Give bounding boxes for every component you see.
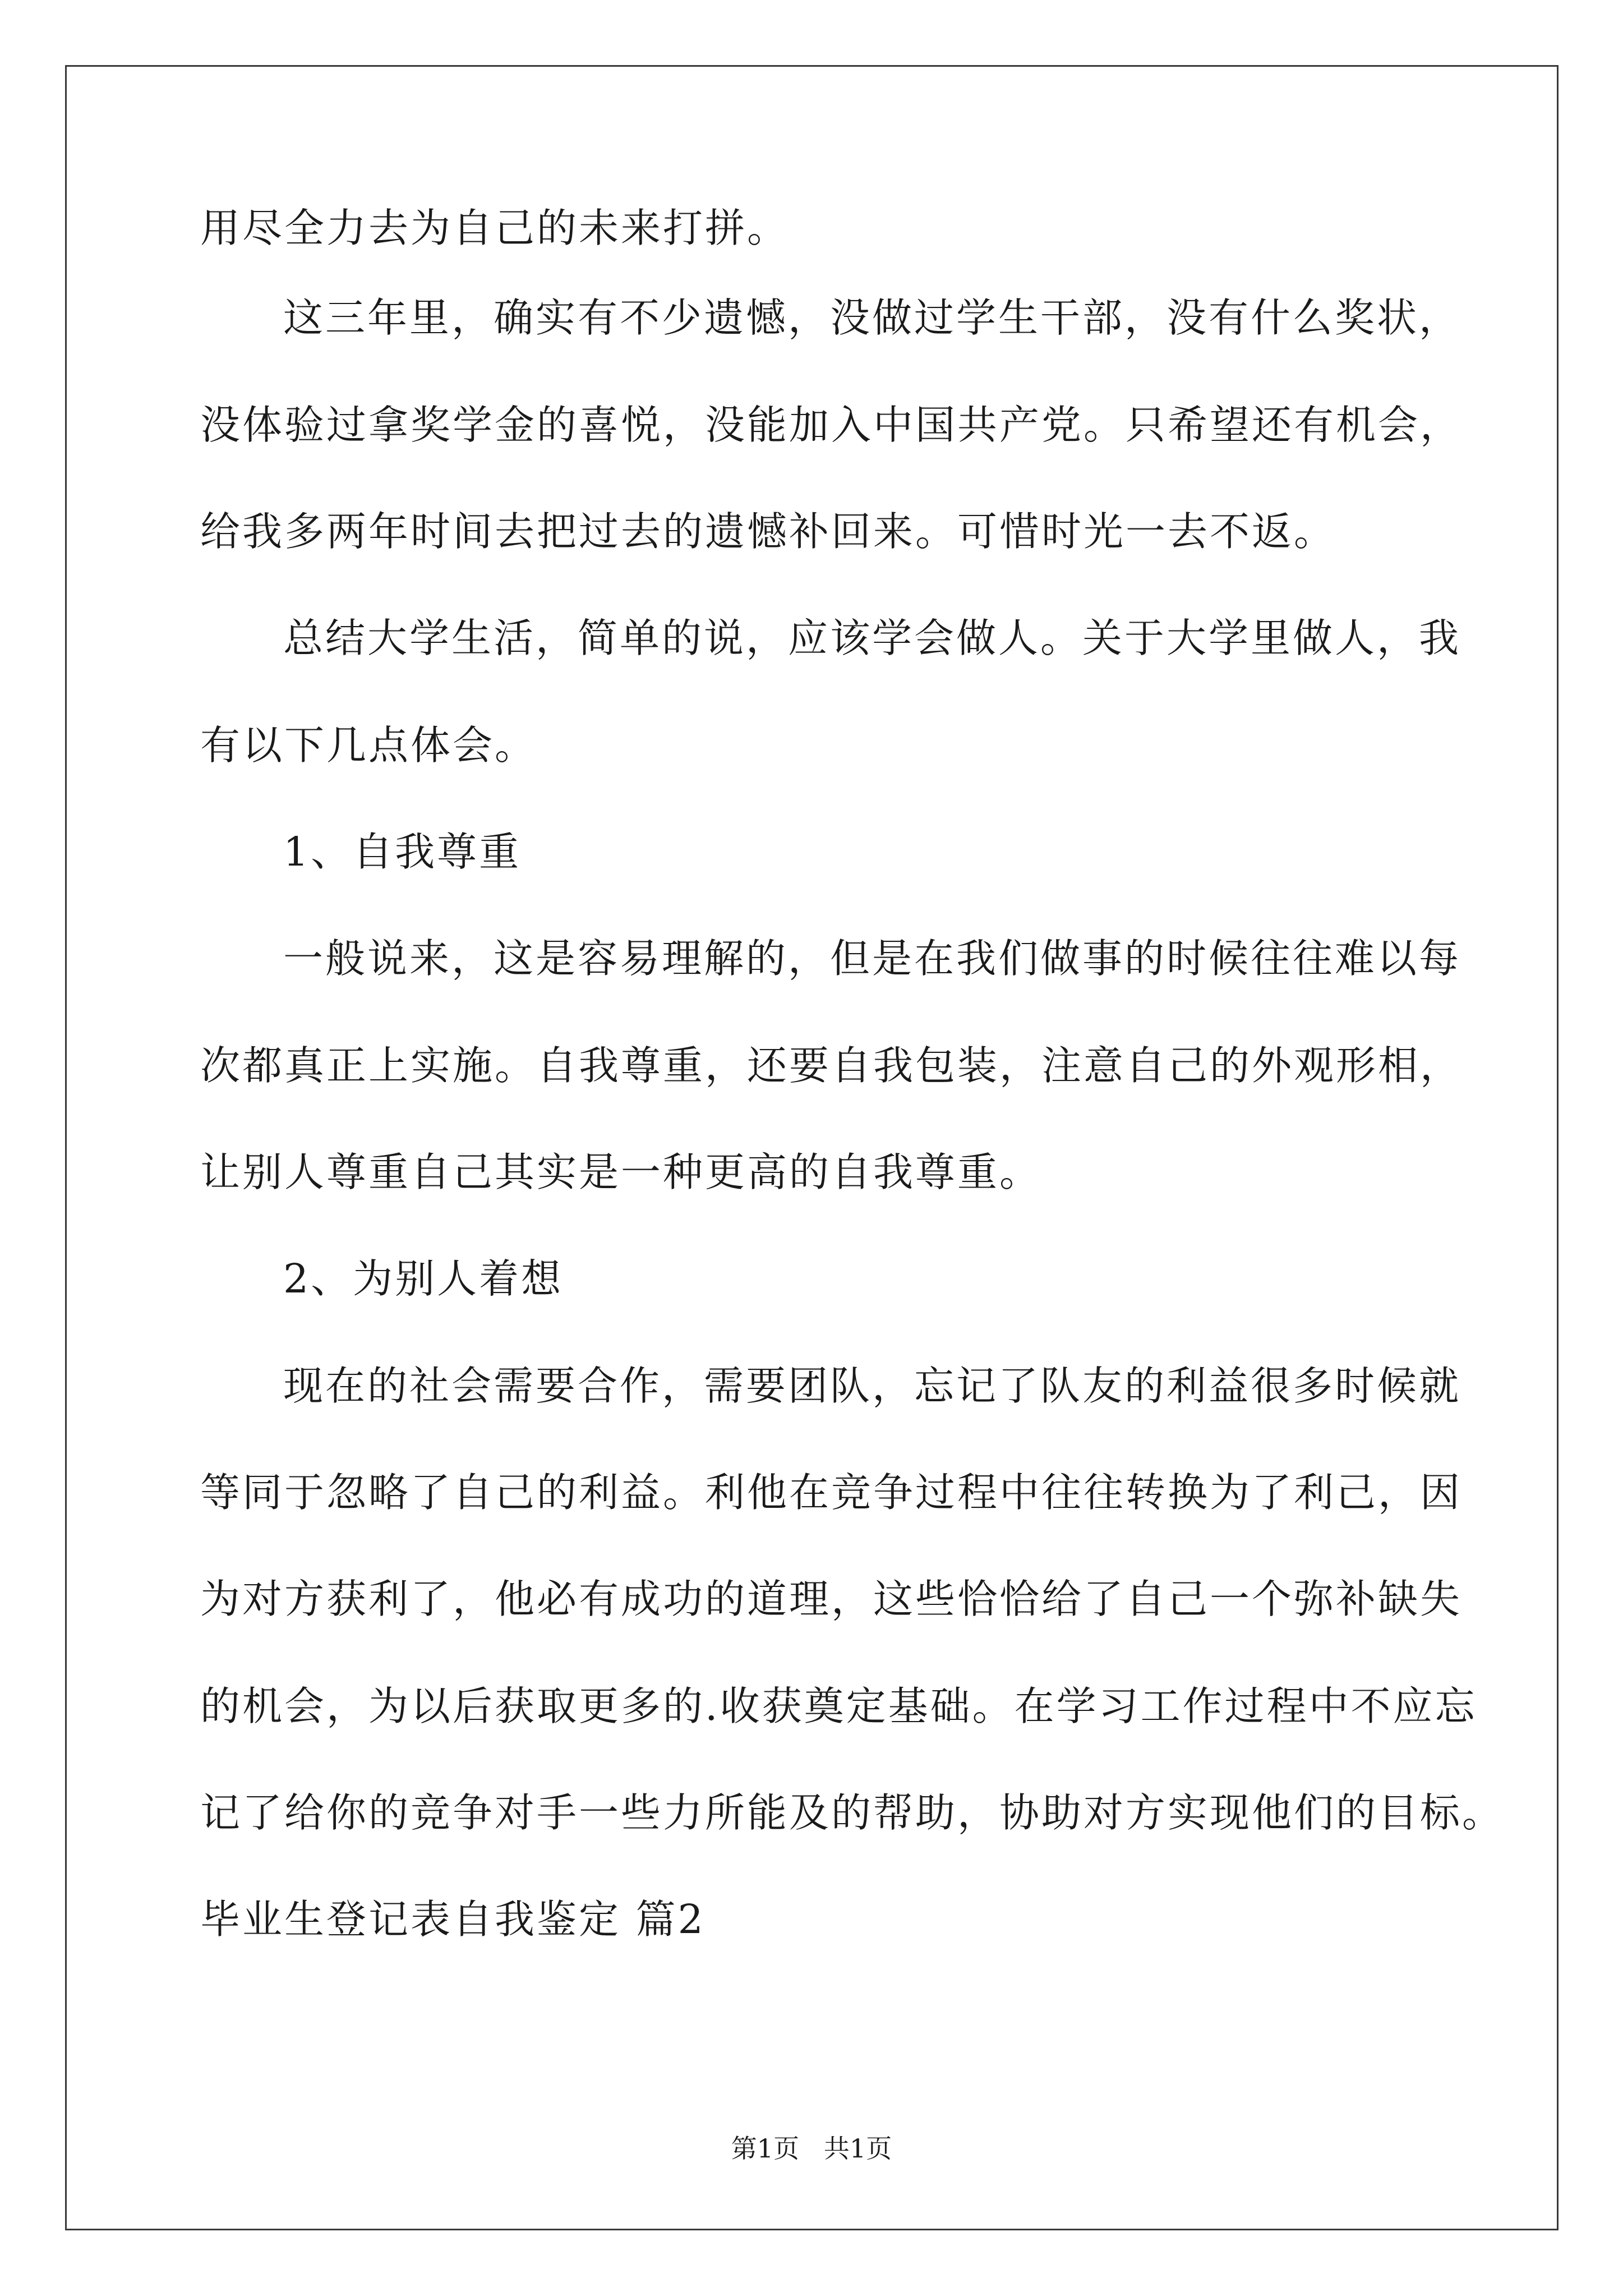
- text-line: 记了给你的竞争对手一些力所能及的帮助，协助对方实现他们的目标。: [200, 1789, 1505, 1836]
- text-line: 等同于忽略了自己的利益。利他在竞争过程中往往转换为了利己，因: [200, 1469, 1463, 1516]
- text-line: 给我多两年时间去把过去的遗憾补回来。可惜时光一去不返。: [200, 508, 1336, 555]
- page-footer: 第1页 共1页: [731, 2133, 892, 2164]
- text-line: 让别人尊重自己其实是一种更高的自我尊重。: [200, 1149, 1042, 1195]
- text-line: 现在的社会需要合作，需要团队，忘记了队友的利益很多时候就: [283, 1363, 1461, 1409]
- text-line: 没体验过拿奖学金的喜悦，没能加入中国共产党。只希望还有机会，: [200, 402, 1463, 448]
- text-line: 一般说来，这是容易理解的，但是在我们做事的时候往往难以每: [283, 935, 1461, 982]
- document-title: 毕业生登记表自我鉴定 篇2: [200, 1896, 706, 1943]
- text-line: 次都真正上实施。自我尊重，还要自我包装，注意自己的外观形相，: [200, 1042, 1463, 1089]
- text-line: 总结大学生活，简单的说，应该学会做人。关于大学里做人，我: [283, 615, 1461, 661]
- text-line: 有以下几点体会。: [200, 722, 537, 769]
- text-line: 的机会，为以后获取更多的.收获奠定基础。在学习工作过程中不应忘: [200, 1683, 1477, 1729]
- section-heading: 2、为别人着想: [283, 1255, 564, 1302]
- text-line: 用尽全力去为自己的未来打拼。: [200, 205, 790, 251]
- text-line: 这三年里，确实有不少遗憾，没做过学生干部，没有什么奖状，: [283, 295, 1461, 341]
- section-heading: 1、自我尊重: [283, 829, 522, 875]
- text-line: 为对方获利了，他必有成功的道理，这些恰恰给了自己一个弥补缺失: [200, 1576, 1463, 1622]
